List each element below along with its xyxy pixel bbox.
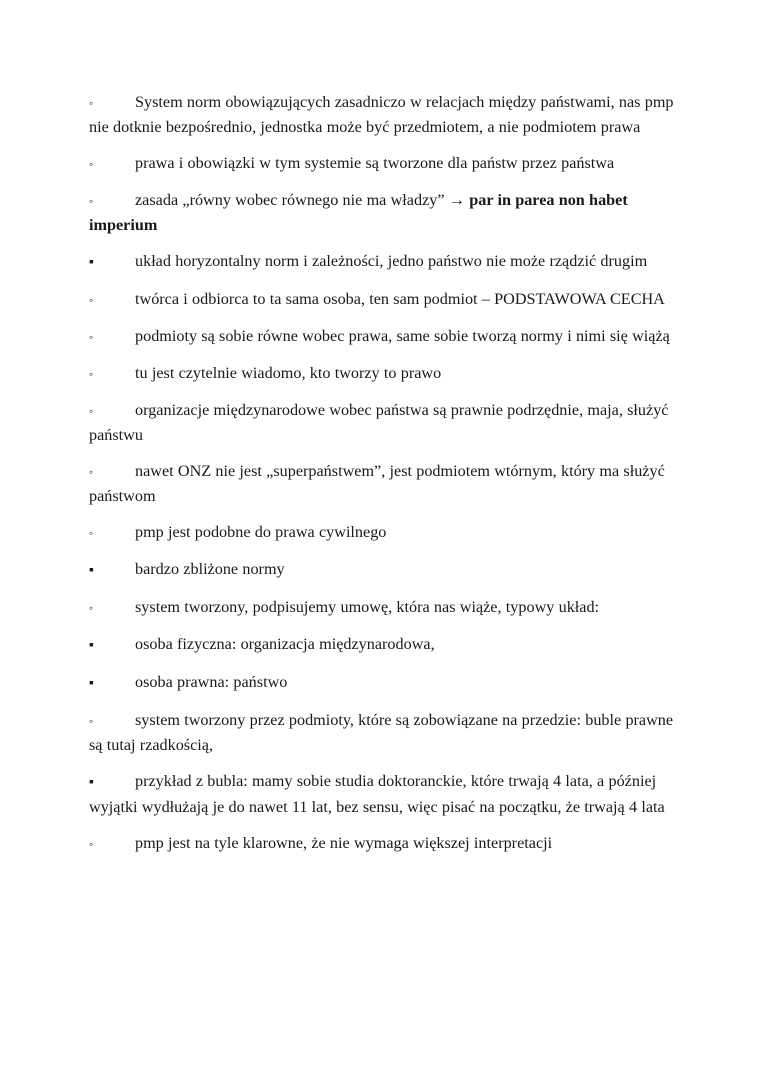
bullet-circle-icon: ◦ [89,194,94,208]
bullet-square-icon: ▪ [89,255,94,270]
item-bold-text: par in parea non habet imperium [89,191,628,234]
list-item [89,520,679,545]
bullet-circle-icon: ◦ [89,330,94,344]
bullet-circle-icon: ◦ [89,714,94,728]
item-text: tu jest czytelnie wiadomo, kto tworzy to prawo [135,364,442,382]
item-text: pmp jest na tyle klarowne, że nie wymaga większej interpretacji [135,834,553,852]
bullet-circle-icon: ◦ [89,601,94,615]
list-item [89,324,679,349]
list-item [89,632,679,658]
list-item [89,90,679,139]
item-text: pmp jest podobne do prawa cywilnego [135,523,387,541]
item-text: osoba prawna: państwo [135,673,288,691]
document-body [89,90,679,868]
item-text: twórca i odbiorca to ta sama osoba, ten sam podmiot – PODSTAWOWA CECHA [135,290,665,308]
item-text: podmioty są sobie równe wobec prawa, same sobie tworzą normy i nimi się wiążą [135,327,670,345]
item-text: osoba fizyczna: organizacja międzynarodowa, [135,635,435,653]
bullet-circle-icon: ◦ [89,526,94,540]
item-text: System norm obowiązujących zasadniczo w relacjach między państwami, nas pmp nie dotknie bezpośrednio, jednostka może być przedmiotem, a nie podmiotem prawa [89,93,674,136]
bullet-circle-icon: ◦ [89,404,94,418]
bullet-square-icon: ▪ [89,563,94,578]
list-item [89,670,679,696]
list-item [89,459,679,508]
list-item [89,287,679,312]
list-item [89,249,679,275]
bullet-circle-icon: ◦ [89,837,94,851]
item-text: system tworzony, podpisujemy umowę, która nas wiąże, typowy układ: [135,598,600,616]
list-item [89,769,679,819]
item-text: prawa i obowiązki w tym systemie są tworzone dla państw przez państwa [135,154,615,172]
list-item [89,361,679,386]
item-text: zasada „równy wobec równego nie ma władzy” → [135,191,470,209]
bullet-square-icon: ▪ [89,676,94,691]
list-item [89,595,679,620]
list-item [89,557,679,583]
item-text: bardzo zbliżone normy [135,560,285,578]
bullet-square-icon: ▪ [89,638,94,653]
bullet-circle-icon: ◦ [89,157,94,171]
bullet-circle-icon: ◦ [89,96,94,110]
item-text: nawet ONZ nie jest „superpaństwem”, jest podmiotem wtórnym, który ma służyć państwom [89,462,665,505]
item-text: organizacje międzynarodowe wobec państwa są prawnie podrzędnie, maja, służyć państwu [89,401,669,444]
bullet-circle-icon: ◦ [89,465,94,479]
list-item [89,188,679,237]
bullet-square-icon: ▪ [89,775,94,790]
list-item [89,831,679,856]
item-text: układ horyzontalny norm i zależności, jedno państwo nie może rządzić drugim [135,252,648,270]
item-text: przykład z bubla: mamy sobie studia doktoranckie, które trwają 4 lata, a później wyjątki wydłużają je do nawet 11 lat, bez sensu, więc pisać na początku, że trwają 4 lata [89,772,665,816]
list-item [89,398,679,447]
list-item [89,708,679,757]
item-text: system tworzony przez podmioty, które są zobowiązane na przedzie: buble prawne są tutaj rzadkością, [89,711,674,754]
bullet-circle-icon: ◦ [89,293,94,307]
list-item [89,151,679,176]
bullet-circle-icon: ◦ [89,367,94,381]
